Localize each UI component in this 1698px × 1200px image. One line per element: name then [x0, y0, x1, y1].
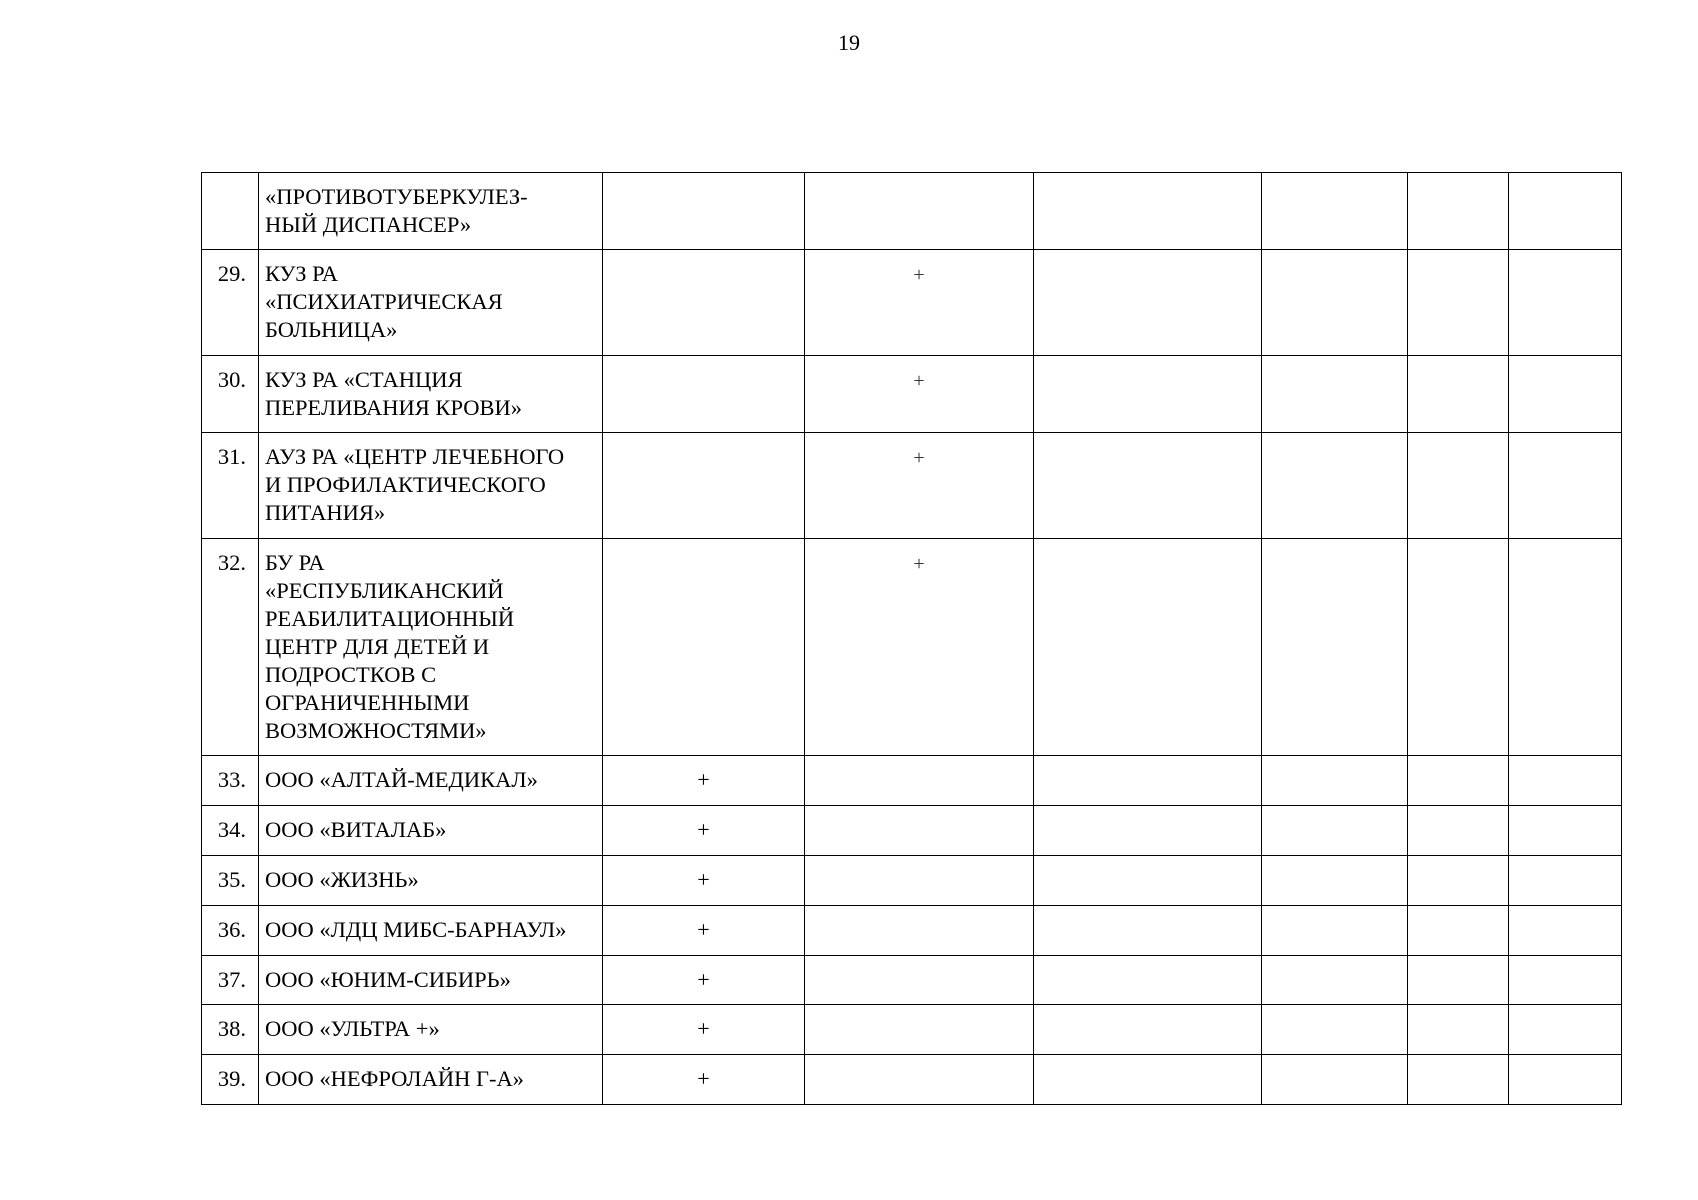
empty-cell-col8	[1509, 956, 1622, 1005]
empty-cell-col6	[1262, 173, 1408, 250]
table-row	[202, 756, 1622, 806]
table-row	[202, 856, 1622, 906]
empty-cell-col6	[1262, 1005, 1408, 1055]
row-number	[202, 173, 259, 250]
empty-cell-col8	[1509, 1055, 1622, 1105]
mark-cell-col3	[603, 856, 805, 906]
empty-cell-col7	[1408, 539, 1509, 756]
empty-cell-col5	[1034, 250, 1262, 356]
empty-cell-col6	[1262, 356, 1408, 433]
organization-name: ООО «АЛТАЙ-МЕДИКАЛ»	[265, 767, 538, 792]
page-number: 19	[838, 30, 860, 55]
table-row	[202, 173, 1622, 250]
empty-cell-col8	[1509, 1005, 1622, 1055]
organization-name: ООО «ЮНИМ-СИБИРЬ»	[265, 967, 511, 992]
empty-cell-col5	[1034, 539, 1262, 756]
row-number: 29.	[202, 250, 259, 356]
empty-cell-col5	[1034, 956, 1262, 1005]
empty-cell-col5	[1034, 756, 1262, 806]
organization-name-cell	[259, 856, 603, 906]
empty-cell-col7	[1408, 1005, 1509, 1055]
organization-name: ООО «ЖИЗНЬ»	[265, 867, 419, 892]
organization-name-cell	[259, 433, 603, 539]
organization-name: АУЗ РА «ЦЕНТР ЛЕЧЕБНОГО И ПРОФИЛАКТИЧЕСКОГО ПИТАНИЯ»	[265, 444, 565, 525]
table-row	[202, 356, 1622, 433]
table-row	[202, 806, 1622, 856]
empty-cell-col6	[1262, 539, 1408, 756]
mark-cell-col4	[805, 1055, 1034, 1105]
plus-mark: +	[697, 1016, 710, 1041]
row-number: 39.	[202, 1055, 259, 1105]
organization-name: ООО «ЛДЦ МИБС-БАРНАУЛ»	[265, 917, 567, 942]
empty-cell-col6	[1262, 906, 1408, 956]
organization-name-cell	[259, 806, 603, 856]
plus-mark: +	[697, 967, 710, 992]
mark-cell-col3	[603, 433, 805, 539]
organization-name-cell	[259, 250, 603, 356]
empty-cell-col8	[1509, 806, 1622, 856]
row-number: 35.	[202, 856, 259, 906]
organization-name-cell	[259, 539, 603, 756]
mark-cell-col3	[603, 806, 805, 856]
table-row	[202, 1005, 1622, 1055]
plus-mark: +	[697, 867, 710, 892]
organization-name: ООО «УЛЬТРА +»	[265, 1016, 440, 1041]
empty-cell-col5	[1034, 806, 1262, 856]
empty-cell-col8	[1509, 756, 1622, 806]
organization-name: ООО «ВИТАЛАБ»	[265, 817, 447, 842]
empty-cell-col7	[1408, 433, 1509, 539]
table-row	[202, 539, 1622, 756]
mark-cell-col4	[805, 433, 1034, 539]
organization-name: ООО «НЕФРОЛАЙН Г-А»	[265, 1066, 524, 1091]
table-row	[202, 250, 1622, 356]
organization-name: КУЗ РА «СТАНЦИЯ ПЕРЕЛИВАНИЯ КРОВИ»	[265, 367, 522, 420]
mark-cell-col4	[805, 173, 1034, 250]
mark-cell-col4	[805, 856, 1034, 906]
empty-cell-col5	[1034, 906, 1262, 956]
empty-cell-col7	[1408, 1055, 1509, 1105]
empty-cell-col8	[1509, 356, 1622, 433]
empty-cell-col6	[1262, 250, 1408, 356]
empty-cell-col8	[1509, 856, 1622, 906]
organization-name-cell	[259, 756, 603, 806]
empty-cell-col7	[1408, 806, 1509, 856]
empty-cell-col7	[1408, 756, 1509, 806]
plus-mark: +	[913, 553, 925, 575]
row-number: 32.	[202, 539, 259, 756]
row-number: 31.	[202, 433, 259, 539]
organization-name-cell	[259, 1055, 603, 1105]
mark-cell-col3	[603, 356, 805, 433]
row-number: 34.	[202, 806, 259, 856]
mark-cell-col4	[805, 1005, 1034, 1055]
empty-cell-col5	[1034, 433, 1262, 539]
row-number: 30.	[202, 356, 259, 433]
mark-cell-col4	[805, 806, 1034, 856]
empty-cell-col7	[1408, 956, 1509, 1005]
mark-cell-col3	[603, 956, 805, 1005]
empty-cell-col6	[1262, 806, 1408, 856]
organization-name: БУ РА «РЕСПУБЛИКАНСКИЙ РЕАБИЛИТАЦИОННЫЙ ЦЕНТР ДЛЯ ДЕТЕЙ И ПОДРОСТКОВ С ОГРАНИЧЕННЫМИ ВОЗМОЖНОСТЯМИ»	[265, 550, 515, 743]
mark-cell-col4	[805, 539, 1034, 756]
mark-cell-col3	[603, 1005, 805, 1055]
organization-name-cell	[259, 173, 603, 250]
empty-cell-col6	[1262, 433, 1408, 539]
empty-cell-col5	[1034, 173, 1262, 250]
organization-name: «ПРОТИВОТУБЕРКУЛЕЗ- НЫЙ ДИСПАНСЕР»	[265, 184, 528, 237]
mark-cell-col4	[805, 356, 1034, 433]
organization-name-cell	[259, 956, 603, 1005]
empty-cell-col8	[1509, 173, 1622, 250]
empty-cell-col5	[1034, 356, 1262, 433]
mark-cell-col4	[805, 956, 1034, 1005]
plus-mark: +	[697, 1066, 710, 1091]
empty-cell-col5	[1034, 1055, 1262, 1105]
mark-cell-col3	[603, 173, 805, 250]
mark-cell-col3	[603, 1055, 805, 1105]
plus-mark: +	[697, 917, 710, 942]
empty-cell-col8	[1509, 539, 1622, 756]
row-number: 33.	[202, 756, 259, 806]
mark-cell-col4	[805, 906, 1034, 956]
table-row	[202, 433, 1622, 539]
empty-cell-col7	[1408, 856, 1509, 906]
row-number: 36.	[202, 906, 259, 956]
empty-cell-col5	[1034, 856, 1262, 906]
empty-cell-col6	[1262, 856, 1408, 906]
organization-name: КУЗ РА «ПСИХИАТРИЧЕСКАЯ БОЛЬНИЦА»	[265, 261, 503, 342]
plus-mark: +	[913, 370, 925, 392]
empty-cell-col8	[1509, 906, 1622, 956]
organizations-table	[201, 172, 1622, 1105]
mark-cell-col3	[603, 906, 805, 956]
empty-cell-col6	[1262, 756, 1408, 806]
empty-cell-col8	[1509, 250, 1622, 356]
empty-cell-col7	[1408, 906, 1509, 956]
mark-cell-col4	[805, 756, 1034, 806]
plus-mark: +	[697, 817, 710, 842]
empty-cell-col7	[1408, 250, 1509, 356]
mark-cell-col3	[603, 250, 805, 356]
plus-mark: +	[913, 447, 925, 469]
organization-name-cell	[259, 356, 603, 433]
empty-cell-col6	[1262, 1055, 1408, 1105]
row-number: 37.	[202, 956, 259, 1005]
plus-mark: +	[913, 264, 925, 286]
empty-cell-col8	[1509, 433, 1622, 539]
mark-cell-col3	[603, 756, 805, 806]
empty-cell-col7	[1408, 173, 1509, 250]
organization-name-cell	[259, 906, 603, 956]
table-row	[202, 956, 1622, 1005]
table-row	[202, 1055, 1622, 1105]
empty-cell-col6	[1262, 956, 1408, 1005]
mark-cell-col4	[805, 250, 1034, 356]
plus-mark: +	[697, 767, 710, 792]
empty-cell-col5	[1034, 1005, 1262, 1055]
table-row	[202, 906, 1622, 956]
mark-cell-col3	[603, 539, 805, 756]
empty-cell-col7	[1408, 356, 1509, 433]
organization-name-cell	[259, 1005, 603, 1055]
row-number: 38.	[202, 1005, 259, 1055]
